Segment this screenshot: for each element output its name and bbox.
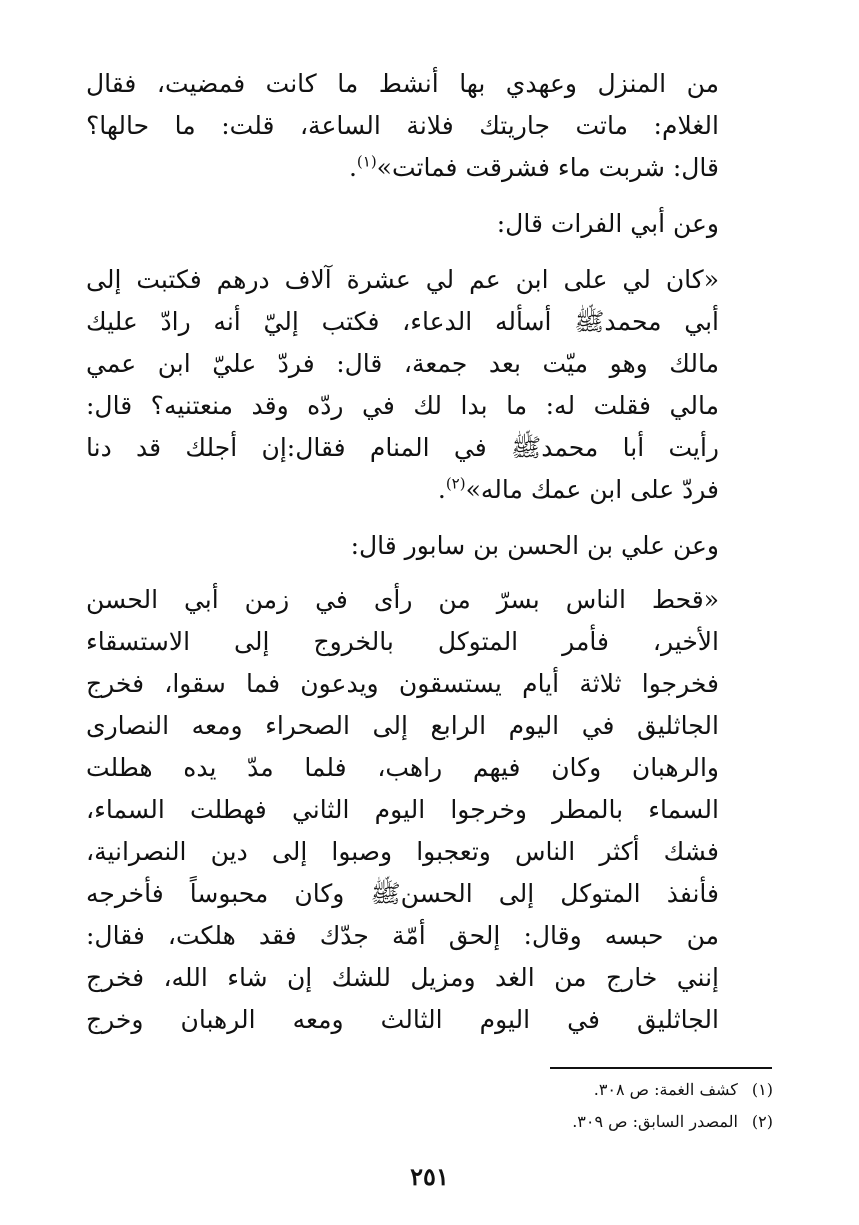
text-line: «كان لي على ابن عم لي عشرة آلاف درهم فكتبت إلى bbox=[86, 265, 719, 294]
text-line: من المنزل وعهدي بها أنشط ما كانت فمضيت، فقال bbox=[86, 69, 719, 98]
footnote-divider bbox=[550, 1067, 772, 1069]
intro-heading: وعن أبي الفرات قال: bbox=[496, 209, 719, 238]
footnote-number: (١) bbox=[751, 1080, 773, 1099]
footnote-number: (٢) bbox=[751, 1112, 773, 1131]
text-line: الجاثليق في اليوم الثالث ومعه الرهبان وخرج bbox=[86, 1005, 719, 1034]
footnote-ref-2[interactable]: (٢) bbox=[445, 474, 466, 493]
page-number: ٢٥١ bbox=[410, 1162, 449, 1191]
period: . bbox=[348, 153, 357, 182]
text-line: رأيت أبا محمدﷺ في المنام فقال:إن أجلك قد دنا bbox=[86, 433, 719, 462]
text-line: إنني خارج من الغد ومزيل للشك إن شاء الله، فخرج bbox=[86, 963, 719, 992]
text-line: «قحط الناس بسرّ من رأى في زمن أبي الحسن bbox=[86, 585, 719, 614]
text-line-last bbox=[86, 470, 719, 510]
text-line: السماء بالمطر وخرجوا اليوم الثاني فهطلت السماء، bbox=[86, 795, 719, 824]
text-line: والرهبان وكان فيهم راهب، فلما مدّ يده هطلت bbox=[86, 753, 719, 782]
text-line: الأخير، فأمر المتوكل بالخروج إلى الاستسقاء bbox=[86, 627, 719, 656]
text-line: الغلام: ماتت جاريتك فلانة الساعة، قلت: ما حالها؟ bbox=[86, 111, 719, 140]
text-line: مالك وهو ميّت بعد جمعة، قال: فردّ عليّ ابن عمي bbox=[86, 349, 719, 378]
footnote-ref-1[interactable]: (١) bbox=[356, 152, 377, 171]
text-line-last bbox=[86, 148, 719, 188]
line-text: قال: شربت ماء فشرقت فماتت» bbox=[376, 153, 719, 182]
footnote-text: المصدر السابق: ص ٣٠٩. bbox=[572, 1112, 738, 1131]
text-line: الجاثليق في اليوم الرابع إلى الصحراء ومعه النصارى bbox=[86, 711, 719, 740]
text-line: مالي فقلت له: ما بدا لك في ردّه وقد منعتنيه؟ قال: bbox=[86, 391, 719, 420]
text-line: من حبسه وقال: إلحق أمّة جدّك فقد هلكت، فقال: bbox=[86, 921, 719, 950]
footnote-2 bbox=[300, 1110, 773, 1134]
period: . bbox=[437, 475, 446, 504]
line-text: فردّ على ابن عمك ماله» bbox=[465, 475, 719, 504]
text-line: أبي محمدﷺ أسأله الدعاء، فكتب إليّ أنه رادّ عليك bbox=[86, 307, 719, 336]
text-line: فخرجوا ثلاثة أيام يستسقون ويدعون فما سقوا، فخرج bbox=[86, 669, 719, 698]
footnote-text: كشف الغمة: ص ٣٠٨. bbox=[593, 1080, 738, 1099]
text-line: فأنفذ المتوكل إلى الحسنﷺ وكان محبوساً فأخرجه bbox=[86, 879, 719, 908]
text-line: فشك أكثر الناس وتعجبوا وصبوا إلى دين النصرانية، bbox=[86, 837, 719, 866]
footnote-1 bbox=[300, 1078, 773, 1102]
intro-heading: وعن علي بن الحسن بن سابور قال: bbox=[350, 531, 719, 560]
